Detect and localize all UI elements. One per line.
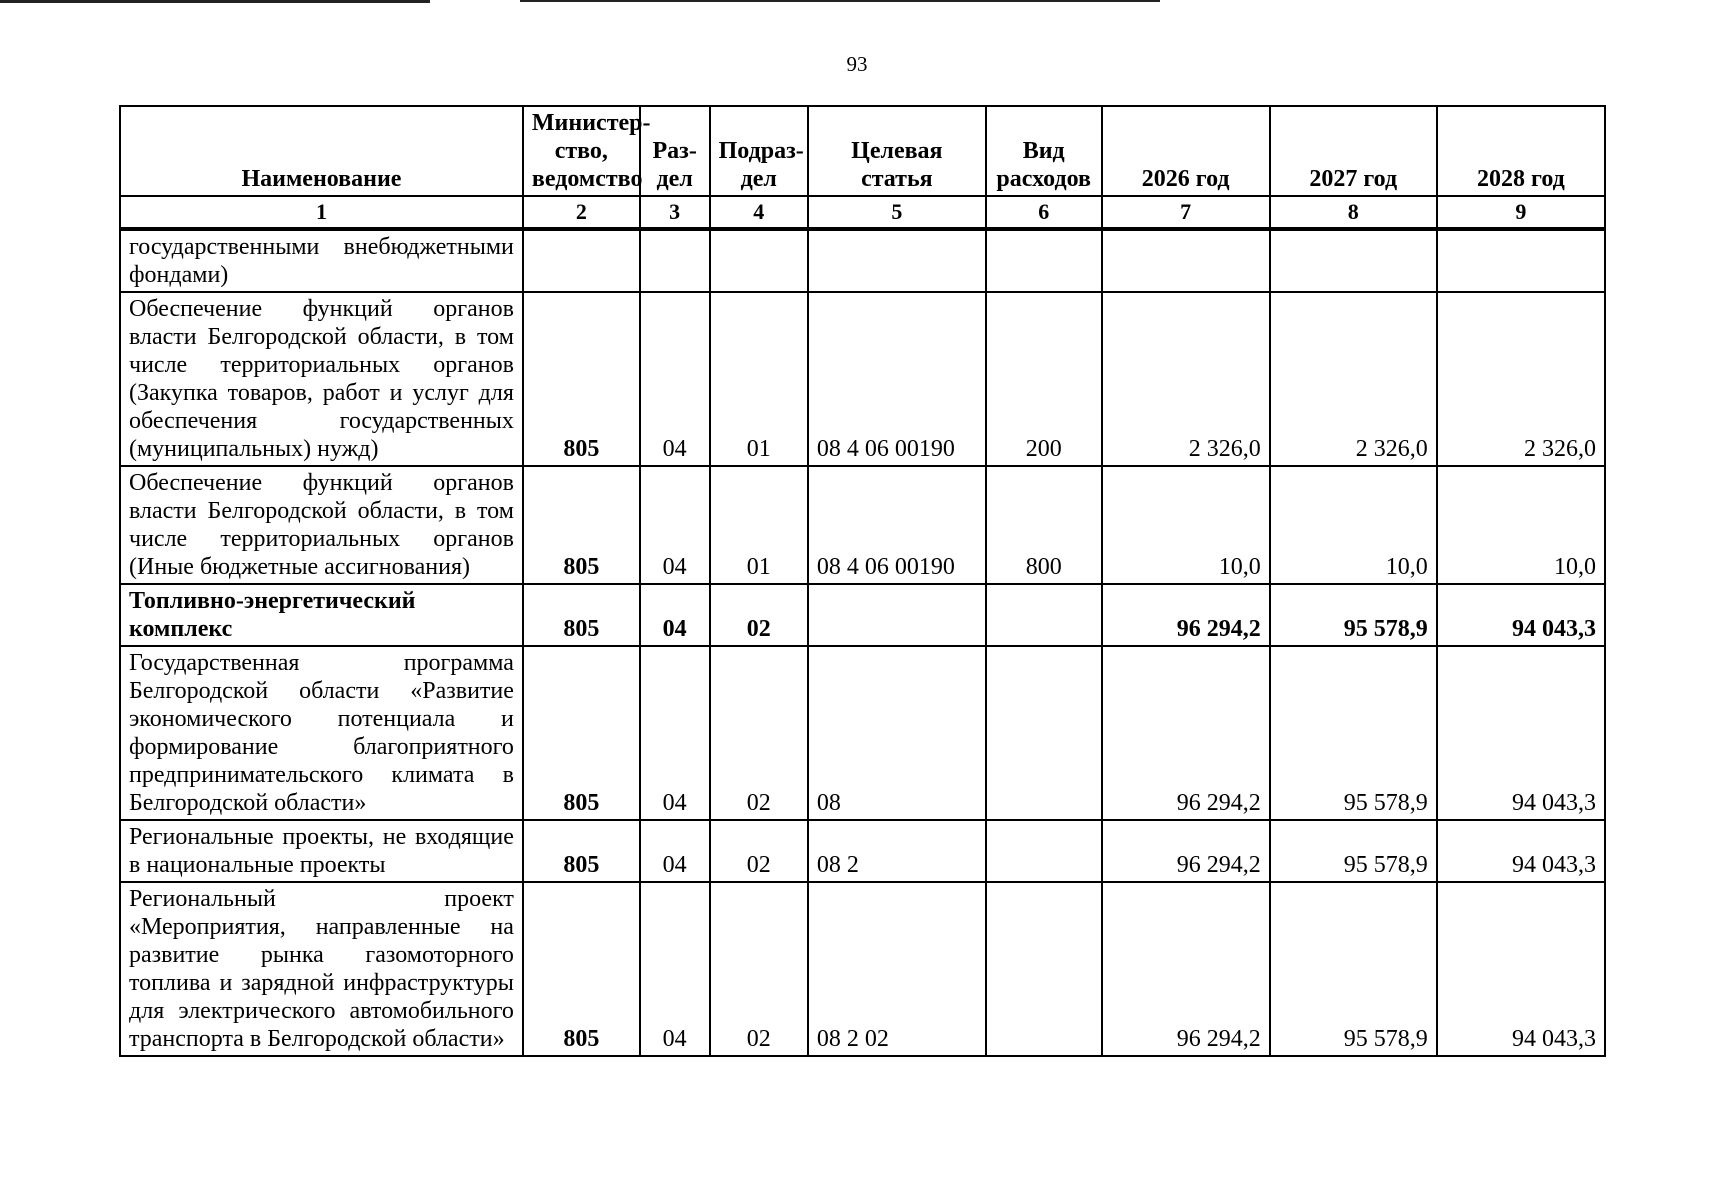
header-subsection: Подраз-дел xyxy=(710,106,808,196)
row-section xyxy=(640,229,710,292)
row-2027 xyxy=(1270,229,1437,292)
column-number: 3 xyxy=(640,196,710,229)
row-2027: 2 326,0 xyxy=(1270,292,1437,466)
budget-table xyxy=(119,105,1606,1057)
row-kind xyxy=(986,882,1102,1056)
row-2028 xyxy=(1437,229,1605,292)
table-row-section-total xyxy=(120,584,1605,646)
header-kind: Вид расходов xyxy=(986,106,1102,196)
row-ministry: 805 xyxy=(523,584,640,646)
row-section: 04 xyxy=(640,820,710,882)
header-ministry: Министер-ство, ведомство xyxy=(523,106,640,196)
row-2028: 94 043,3 xyxy=(1437,646,1605,820)
row-ministry xyxy=(523,229,640,292)
header-target: Целевая статья xyxy=(808,106,986,196)
table-row xyxy=(120,466,1605,584)
column-number: 2 xyxy=(523,196,640,229)
row-ministry: 805 xyxy=(523,820,640,882)
column-number: 8 xyxy=(1270,196,1437,229)
row-subsection: 02 xyxy=(710,820,808,882)
row-2028: 2 326,0 xyxy=(1437,292,1605,466)
row-target xyxy=(808,584,986,646)
header-2028: 2028 год xyxy=(1437,106,1605,196)
row-2027: 95 578,9 xyxy=(1270,646,1437,820)
row-name: Топливно-энергетический комплекс xyxy=(120,584,523,646)
column-number: 6 xyxy=(986,196,1102,229)
table-row xyxy=(120,882,1605,1056)
column-number: 7 xyxy=(1102,196,1270,229)
row-2027: 95 578,9 xyxy=(1270,882,1437,1056)
row-section: 04 xyxy=(640,882,710,1056)
row-2026: 96 294,2 xyxy=(1102,882,1270,1056)
row-2027: 10,0 xyxy=(1270,466,1437,584)
table-row xyxy=(120,229,1605,292)
row-subsection: 01 xyxy=(710,292,808,466)
page-number: 93 xyxy=(846,52,868,76)
row-ministry: 805 xyxy=(523,466,640,584)
scan-edge-line xyxy=(520,0,1160,2)
row-name: Региональный проект «Мероприятия, направленные на развитие рынка газомоторного топлива и зарядной инфраструктуры для электрического автомобильного транспорта в Белгородской области» xyxy=(120,882,523,1056)
row-kind xyxy=(986,646,1102,820)
row-2026 xyxy=(1102,229,1270,292)
header-2026: 2026 год xyxy=(1102,106,1270,196)
scan-edge-line xyxy=(0,0,430,3)
row-2028: 94 043,3 xyxy=(1437,882,1605,1056)
row-ministry: 805 xyxy=(523,646,640,820)
row-kind: 800 xyxy=(986,466,1102,584)
row-subsection: 02 xyxy=(710,584,808,646)
header-section: Раз-дел xyxy=(640,106,710,196)
row-subsection: 01 xyxy=(710,466,808,584)
row-target: 08 2 02 xyxy=(808,882,986,1056)
row-kind xyxy=(986,820,1102,882)
row-target: 08 4 06 00190 xyxy=(808,466,986,584)
row-2026: 96 294,2 xyxy=(1102,646,1270,820)
column-number: 1 xyxy=(120,196,523,229)
row-name: государственными внебюджетными фондами) xyxy=(120,229,523,292)
row-2026: 10,0 xyxy=(1102,466,1270,584)
row-section: 04 xyxy=(640,466,710,584)
row-target: 08 2 xyxy=(808,820,986,882)
table-row xyxy=(120,646,1605,820)
row-section: 04 xyxy=(640,292,710,466)
row-target: 08 4 06 00190 xyxy=(808,292,986,466)
row-name: Обеспечение функций органов власти Белгородской области, в том числе территориальных органов (Закупка товаров, работ и услуг для обеспечения государственных (муниципальных) нужд) xyxy=(120,292,523,466)
table-row xyxy=(120,292,1605,466)
row-section: 04 xyxy=(640,646,710,820)
row-name: Государственная программа Белгородской области «Развитие экономического потенциала и формирование благоприятного предпринимательского климата в Белгородской области» xyxy=(120,646,523,820)
row-2028: 94 043,3 xyxy=(1437,820,1605,882)
table-row xyxy=(120,820,1605,882)
column-number: 4 xyxy=(710,196,808,229)
row-subsection: 02 xyxy=(710,882,808,1056)
row-2028: 10,0 xyxy=(1437,466,1605,584)
column-number: 9 xyxy=(1437,196,1605,229)
row-kind: 200 xyxy=(986,292,1102,466)
row-2027: 95 578,9 xyxy=(1270,820,1437,882)
row-kind xyxy=(986,229,1102,292)
row-name: Обеспечение функций органов власти Белгородской области, в том числе территориальных органов (Иные бюджетные ассигнования) xyxy=(120,466,523,584)
row-subsection: 02 xyxy=(710,646,808,820)
row-target xyxy=(808,229,986,292)
header-name: Наименование xyxy=(120,106,523,196)
row-name: Региональные проекты, не входящие в национальные проекты xyxy=(120,820,523,882)
row-section: 04 xyxy=(640,584,710,646)
row-2026: 2 326,0 xyxy=(1102,292,1270,466)
column-number-row xyxy=(120,196,1605,229)
row-ministry: 805 xyxy=(523,882,640,1056)
row-2026: 96 294,2 xyxy=(1102,584,1270,646)
row-2026: 96 294,2 xyxy=(1102,820,1270,882)
row-2028: 94 043,3 xyxy=(1437,584,1605,646)
column-number: 5 xyxy=(808,196,986,229)
header-row xyxy=(120,106,1605,196)
row-2027: 95 578,9 xyxy=(1270,584,1437,646)
row-ministry: 805 xyxy=(523,292,640,466)
row-subsection xyxy=(710,229,808,292)
row-kind xyxy=(986,584,1102,646)
row-target: 08 xyxy=(808,646,986,820)
header-2027: 2027 год xyxy=(1270,106,1437,196)
